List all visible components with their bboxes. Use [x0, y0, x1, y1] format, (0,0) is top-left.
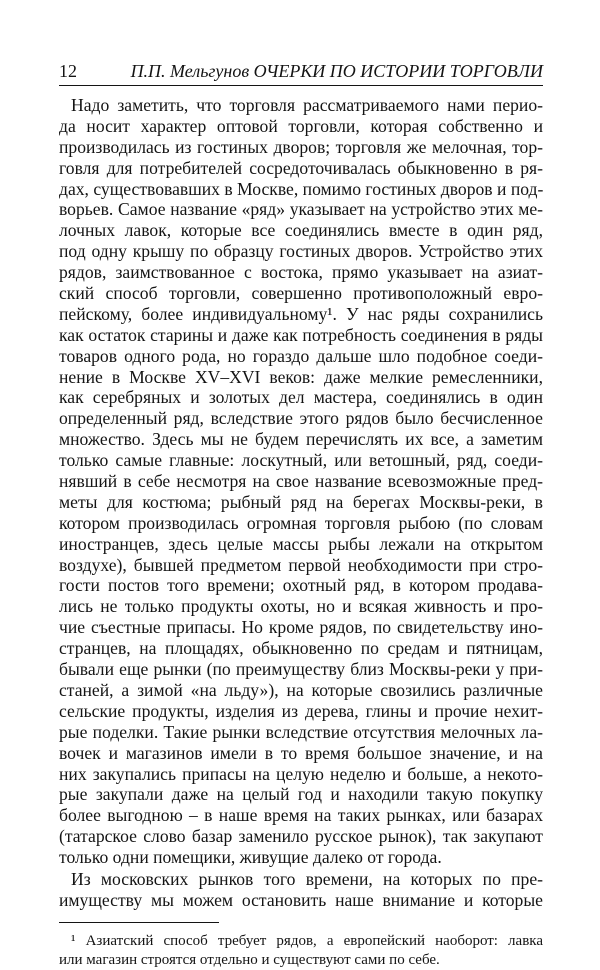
text-line: как серебряных и золотых дел мастера, соединялись в один [59, 387, 543, 408]
text-line: ворьев. Самое название «ряд» указывает на устройство этих ме- [59, 199, 543, 220]
text-line: Из московских рынков того времени, на которых по пре- [71, 868, 543, 889]
text-line: множество. Здесь мы не будем перечислять их все, а заметим [59, 429, 543, 450]
text-line: да носит характер оптовой торговли, которая собственно и [59, 115, 543, 136]
text-line: гости постов того времени; охотный ряд, в котором продава- [59, 575, 543, 596]
footnote [59, 932, 543, 970]
footnote-line: ¹ Азиатский способ требует рядов, а европейский наоборот: лавка [71, 932, 543, 949]
text-line: товаров одного рода, но гораздо дальше шло подобное соеди- [59, 345, 543, 366]
text-line: имуществу мы можем остановить наше внимание и которые [59, 889, 543, 910]
footnote-rule [59, 922, 219, 923]
text-line: рядов, заимствованное с востока, прямо указывает на азиат- [59, 262, 543, 283]
text-line: чие съестные припасы. Но кроме рядов, по свидетельству ино- [59, 617, 543, 638]
text-line: говля для потребителей сосредоточивалась обыкновенно в ря- [59, 157, 543, 178]
text-line: странцев, на площадях, обыкновенно по средам и пятницам, [59, 638, 543, 659]
header-rule [59, 85, 543, 86]
text-line: воздухе), бывшей предметом первой необходимости при стро- [59, 554, 543, 575]
running-header [59, 58, 543, 84]
text-line: вочек и магазинов имели в то время большое значение, и на [59, 742, 543, 763]
text-line: иностранцев, здесь целые массы рыбы лежали на открытом [59, 533, 543, 554]
text-line: пейскому, более индивидуальному¹. У нас ряды сохранились [59, 303, 543, 324]
text-line: лочных лавок, которые все соединялись вместе в один ряд, [59, 220, 543, 241]
page-number: 12 [59, 61, 77, 81]
text-line: станей, а зимой «на льду»), на которые свозились различные [59, 679, 543, 700]
text-line: котором производилась огромная торговля рыбою (по словам [59, 512, 543, 533]
book-page [59, 58, 543, 970]
footnote-line: или магазин строятся отдельно и существуют сами по себе. [59, 951, 440, 968]
paragraph-2 [59, 869, 543, 911]
text-line: рые поделки. Такие рынки вследствие отсутствия мелочных ла- [59, 721, 543, 742]
text-line: сельские продукты, изделия из дерева, глины и прочие нехит- [59, 700, 543, 721]
text-line: определенный ряд, вследствие этого рядов было бесчисленное [59, 408, 543, 429]
paragraph-1 [59, 95, 543, 868]
text-line: нение в Москве XV–XVI веков: даже мелкие ремесленники, [59, 366, 543, 387]
text-line: бывали еще рынки (по преимуществу близ Москвы-реки у при- [59, 659, 543, 680]
running-title: П.П. Мельгунов ОЧЕРКИ ПО ИСТОРИИ ТОРГОВЛИ [130, 61, 543, 81]
text-line: только самые главные: лоскутный, или ветошный, ряд, соеди- [59, 450, 543, 471]
text-line: под одну крышу по образцу гостиных дворов. Устройство этих [59, 241, 543, 262]
text-line: дах, существовавших в Москве, помимо гостиных дворов и под- [59, 178, 544, 199]
text-line: как остаток старины и даже как потребность соединения в ряды [59, 324, 543, 345]
text-line: только одни помещики, живущие далеко от города. [59, 847, 442, 868]
body-text [59, 95, 543, 911]
text-line: производилась из гостиных дворов; торговля же мелочная, тор- [59, 136, 543, 157]
text-line: них закупались припасы на целую неделю и больше, а некото- [59, 763, 543, 784]
text-line: лись не только продукты охоты, но и всякая живность и про- [59, 596, 543, 617]
text-line: рые закупали даже на целый год и находили такую покупку [59, 784, 543, 805]
text-line: Надо заметить, что торговля рассматриваемого нами перио- [71, 95, 543, 115]
text-line: меты для костюма; рыбный ряд на берегах Москвы-реки, в [59, 491, 543, 512]
text-line: нявший в себе несмотря на свое название всевозможные пред- [59, 471, 543, 492]
text-line: (татарское слово базар заменило русское рынок), так закупают [59, 826, 543, 847]
text-line: более выгодною – в наше время на таких рынках, или базарах [59, 805, 543, 826]
text-line: ский способ торговли, совершенно противоположный евро- [59, 283, 543, 304]
